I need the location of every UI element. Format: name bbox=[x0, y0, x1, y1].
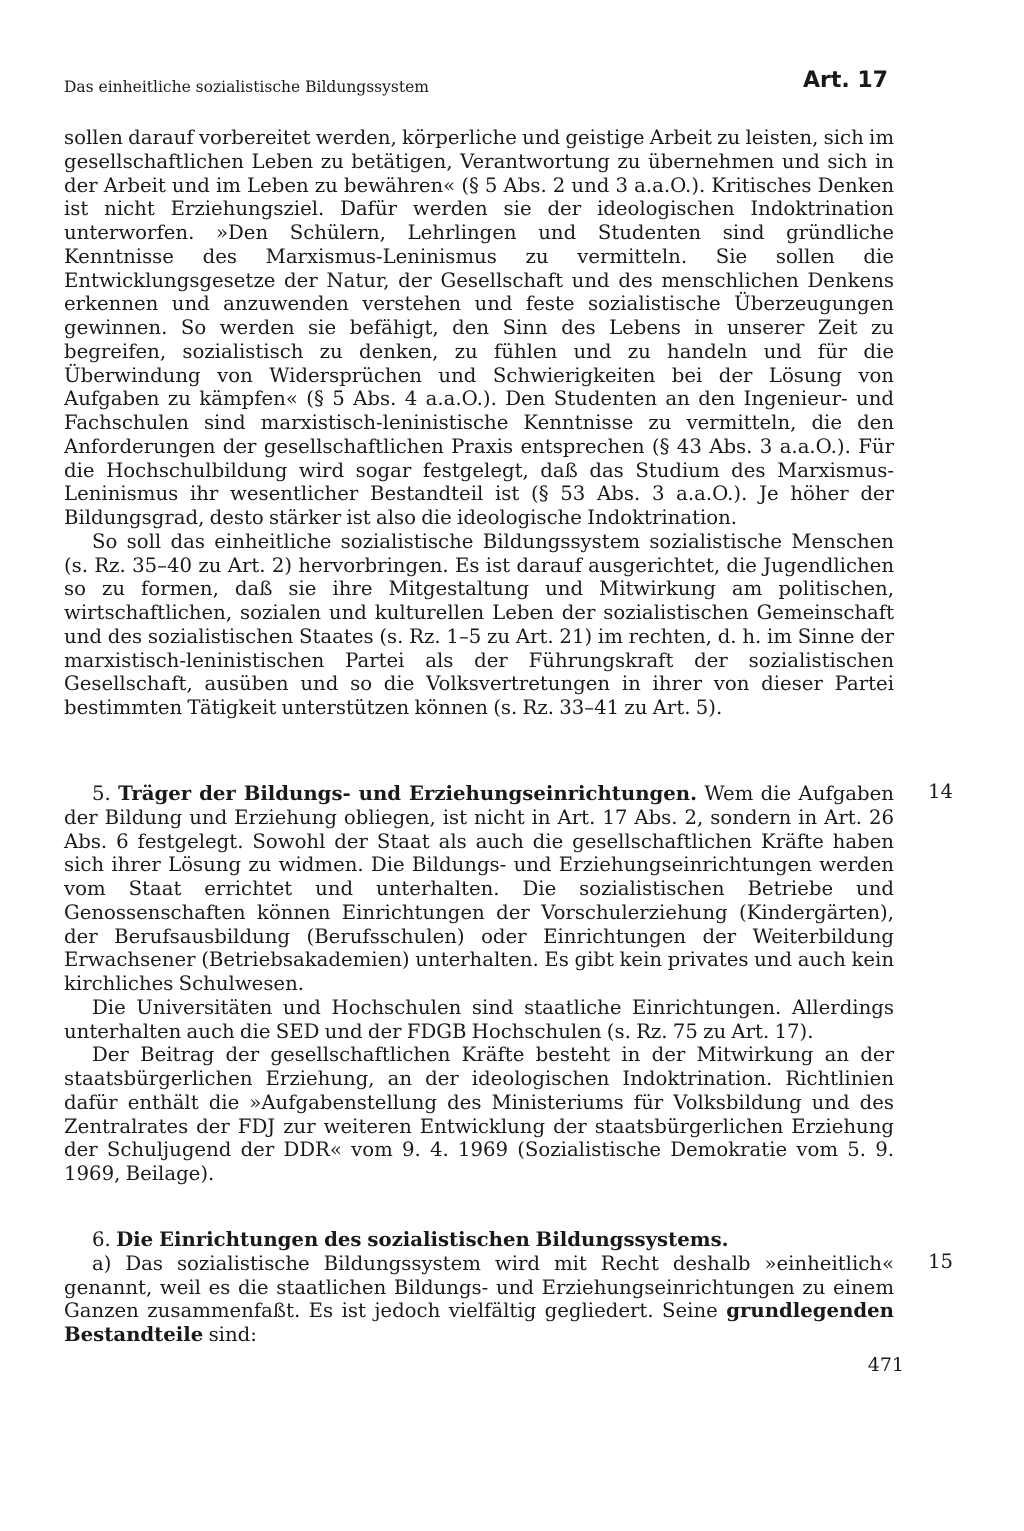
section-6 bbox=[64, 1228, 894, 1347]
emphasis-text: grundlegenden Bestandteile bbox=[64, 1299, 894, 1346]
paragraph: Die Universitäten und Hochschulen sind staatliche Einrichtungen. Allerdings unterhalten auch die SED und der FDGB Hochschulen (s. Rz. 75 zu Art. 17). bbox=[64, 995, 894, 1043]
margin-number: 15 bbox=[928, 1250, 954, 1273]
section-heading: Träger der Bildungs- und Erziehungseinrichtungen. bbox=[118, 782, 697, 805]
text-block-continued bbox=[64, 126, 894, 720]
paragraph-text: Wem die Aufgaben der Bildung und Erziehung obliegen, ist nicht in Art. 17 Abs. 2, sondern in Art. 26 Abs. 6 festgelegt. Sowohl der Staat als auch die gesellschaftlichen Kräfte haben sich ihrer Lösung zu widmen. Die Bildungs- und Erziehungseinrichtungen werden vom Staat errichtet und unterhalten. Die sozialistischen Betriebe und Genossenschaften können Einrichtungen der Vorschulerziehung (Kindergärten), der Berufsausbildung (Berufsschulen) oder Einrichtungen der Weiterbildung Erwachsener (Betriebsakademien) unterhalten. Es gibt kein privates und auch kein kirchliches Schulwesen. bbox=[64, 782, 894, 995]
page-number: 471 bbox=[867, 1354, 904, 1376]
section-heading: Die Einrichtungen des sozialistischen Bildungssystems. bbox=[116, 1228, 729, 1251]
paragraph bbox=[64, 782, 894, 996]
paragraph: Der Beitrag der gesellschaftlichen Kräfte besteht in der Mitwirkung an der staatsbürgerlichen Erziehung, an der ideologischen Indoktrination. Richtlinien dafür enthält die »Aufgabenstellung des Ministeriums für Volksbildung und des Zentralrates der FDJ zur weiteren Entwicklung der staatsbürgerlichen Erziehung der Schuljugend der DDR« vom 9. 4. 1969 (Sozialistische Demokratie vom 5. 9. 1969, Beilage). bbox=[64, 1043, 894, 1185]
margin-number: 14 bbox=[928, 780, 954, 803]
paragraph-text: sind: bbox=[208, 1323, 257, 1346]
article-label: Art. 17 bbox=[802, 68, 888, 93]
section-number: 6. bbox=[92, 1228, 111, 1251]
section-5 bbox=[64, 782, 894, 1186]
running-header: Das einheitliche sozialistische Bildungssystem bbox=[64, 78, 429, 96]
paragraph-text: a) Das sozialistische Bildungssystem wird mit Recht deshalb »einheitlich« genannt, weil es die staatlichen Bildungs- und Erziehungseinrichtungen zu einem Ganzen zusammenfaßt. Es ist jedoch vielfältig gegliedert. Seine bbox=[64, 1251, 894, 1323]
section-heading-line bbox=[64, 1228, 894, 1252]
paragraph: sollen darauf vorbereitet werden, körperliche und geistige Arbeit zu leisten, sich im gesellschaftlichen Leben zu betätigen, Verantwortung zu übernehmen und sich in der Arbeit und im Leben zu bewähren« (§ 5 Abs. 2 und 3 a.a.O.). Kritisches Denken ist nicht Erziehungsziel. Dafür werden sie der ideologischen Indoktrination unterworfen. »Den Schülern, Lehrlingen und Studenten sind gründliche Kenntnisse des Marxismus-Leninismus zu vermitteln. Sie sollen die Entwicklungsgesetze der Natur, der Gesellschaft und des menschlichen Denkens erkennen und anzuwenden verstehen und feste sozialistische Überzeugungen gewinnen. So werden sie befähigt, den Sinn des Lebens in unserer Zeit zu begreifen, sozialistisch zu denken, zu fühlen und zu handeln und für die Überwindung von Widersprüchen und Schwierigkeiten bei der Lösung von Aufgaben zu kämpfen« (§ 5 Abs. 4 a.a.O.). Den Studenten an den Ingenieur- und Fachschulen sind marxistisch-leninistische Kenntnisse zu vermitteln, die den Anforderungen der gesellschaftlichen Praxis entsprechen (§ 43 Abs. 3 a.a.O.). Für die Hochschulbildung wird sogar festgelegt, daß das Studium des Marxismus-Leninismus ihr wesentlicher Bestandteil ist (§ 53 Abs. 3 a.a.O.). Je höher der Bildungsgrad, desto stärker ist also die ideologische Indoktrination. bbox=[64, 126, 894, 529]
section-number: 5. bbox=[92, 782, 111, 805]
paragraph bbox=[64, 1252, 894, 1347]
paragraph: So soll das einheitliche sozialistische Bildungssystem sozialistische Menschen (s. Rz. 35–40 zu Art. 2) hervorbringen. Es ist darauf ausgerichtet, die Jugendlichen so zu formen, daß sie ihre Mitgestaltung und Mitwirkung am politischen, wirtschaftlichen, sozialen und kulturellen Leben der sozialistischen Gemeinschaft und des sozialistischen Staates (s. Rz. 1–5 zu Art. 21) im rechten, d. h. im Sinne der marxistisch-leninistischen Partei als der Führungskraft der sozialistischen Gesellschaft, ausüben und so die Volksvertretungen in ihrer von dieser Partei bestimmten Tätigkeit unterstützen können (s. Rz. 33–41 zu Art. 5). bbox=[64, 529, 894, 719]
